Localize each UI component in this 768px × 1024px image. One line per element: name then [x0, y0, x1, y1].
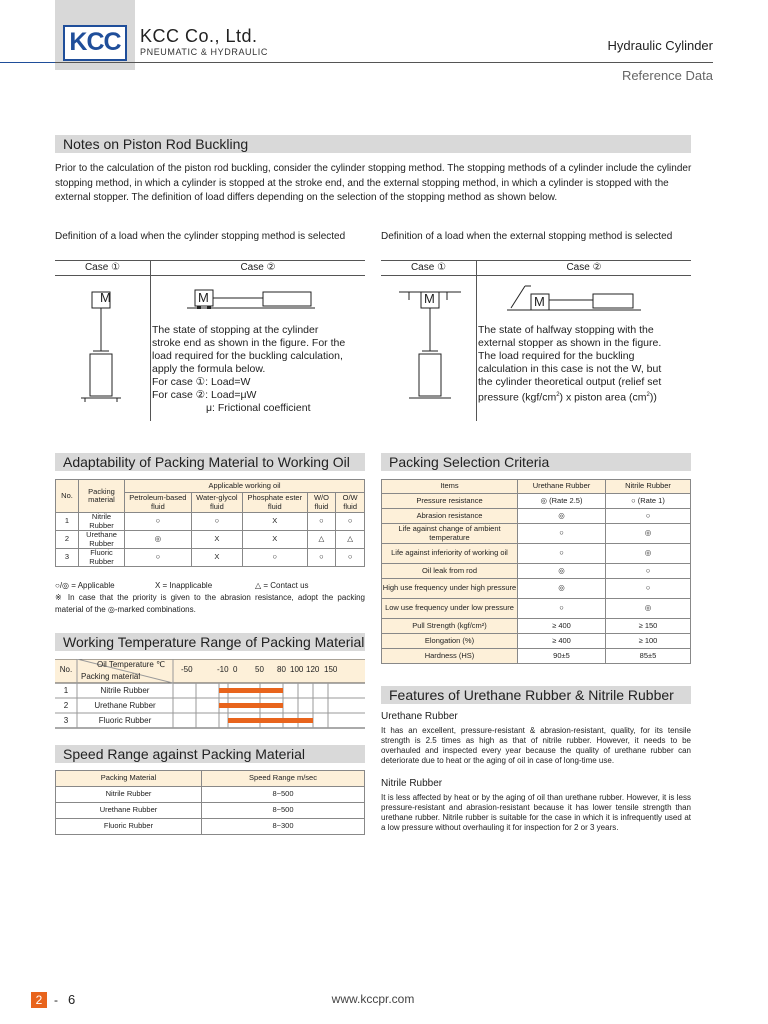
- cell: Pressure resistance: [382, 494, 518, 509]
- cell: ○ (Rate 1): [606, 494, 691, 509]
- cell: Oil leak from rod: [382, 564, 518, 579]
- chapter-badge: 2: [31, 992, 47, 1008]
- adapt-table: [55, 479, 365, 567]
- oil-header: Water-glycol fluid: [191, 493, 242, 513]
- cell: ≥ 400: [518, 619, 606, 634]
- cylinder-stop-diagram: [55, 260, 365, 421]
- tick-label: 80: [277, 665, 286, 674]
- cell: 3: [63, 716, 69, 725]
- tick-label: 100: [290, 665, 304, 674]
- nitrile-title: Nitrile Rubber: [381, 778, 443, 789]
- temp-table: [55, 659, 365, 729]
- features-heading: Features of Urethane Rubber & Nitrile Rubber: [381, 686, 691, 704]
- tick-label: 150: [324, 665, 338, 674]
- col-temp: Oil Temperature ℃: [97, 660, 165, 669]
- page-title: Hydraulic Cylinder: [607, 38, 713, 53]
- cell: Pull Strength (kgf/cm²): [382, 619, 518, 634]
- cell: ○: [606, 564, 691, 579]
- table-row: [56, 549, 365, 567]
- criteria-table: [381, 479, 691, 664]
- desc-fragment: pressure (kgf/cm: [478, 391, 557, 404]
- cell: Hardness (HS): [382, 649, 518, 664]
- col-urethane: Urethane Rubber: [518, 480, 606, 494]
- table-row: [56, 803, 365, 819]
- cell: Fluoric Rubber: [98, 716, 152, 725]
- cell: ≥ 100: [606, 634, 691, 649]
- legend-inapplicable: X = Inapplicable: [155, 581, 213, 590]
- cell: ○: [336, 549, 365, 567]
- cell: ○: [336, 513, 365, 531]
- cell: 85±5: [606, 649, 691, 664]
- col-nitrile: Nitrile Rubber: [606, 480, 691, 494]
- table-row: [382, 634, 691, 649]
- cell: 2: [56, 531, 79, 549]
- speed-table: [55, 770, 365, 835]
- tick-label: -10: [217, 665, 229, 674]
- col-no: No.: [59, 665, 73, 674]
- cell: Fluoric Rubber: [79, 549, 125, 567]
- cell: Urethane Rubber: [79, 531, 125, 549]
- cell: ○: [307, 513, 336, 531]
- cell: ◎: [606, 524, 691, 544]
- temp-bar: [219, 688, 283, 693]
- header-divider-accent: [0, 62, 55, 63]
- cell: Nitrile Rubber: [79, 513, 125, 531]
- col-packing: Packing material: [79, 480, 125, 513]
- cell: Nitrile Rubber: [100, 686, 150, 695]
- desc-line: calculation in this case is not the W, but: [478, 363, 662, 375]
- mass-label-3: M: [424, 291, 435, 306]
- cell: ○: [191, 513, 242, 531]
- superscript: 2: [556, 392, 560, 398]
- table-row: [56, 787, 365, 803]
- cell: 1: [63, 686, 69, 695]
- cell: X: [191, 531, 242, 549]
- tick-label: -50: [181, 665, 193, 674]
- oil-header: Petroleum-based fluid: [125, 493, 192, 513]
- logo: [55, 0, 135, 70]
- table-row: [382, 509, 691, 524]
- cell: Urethane Rubber: [56, 803, 202, 819]
- cell: X: [191, 549, 242, 567]
- legend-applicable: ○/◎ = Applicable: [55, 581, 115, 590]
- table-row: [382, 544, 691, 564]
- table-row: [382, 579, 691, 599]
- cell: ◎ (Rate 2.5): [518, 494, 606, 509]
- desc-line: μ: Frictional coefficient: [206, 402, 311, 414]
- adapt-legend: [55, 581, 365, 590]
- desc-line: external stopper as shown in the figure.: [478, 337, 662, 349]
- external-stop-diagram: [381, 260, 691, 421]
- cell: 8~300: [202, 819, 365, 835]
- right-caption: Definition of a load when the external stopping method is selected: [381, 231, 673, 242]
- table-row: [56, 513, 365, 531]
- cell: ◎: [606, 544, 691, 564]
- cell: ○: [606, 509, 691, 524]
- urethane-text: It has an excellent, pressure-resistant & abrasion-resistant, quality, for its tensile strength is 2.5 times as high as that of nitrile rubber. However, it needs to be overhauled and inspected every year because the quality of urethane rubber can deteriorate due to heat or the aging of oil in case of long-time use.: [381, 726, 691, 765]
- cell: ◎: [606, 599, 691, 619]
- legend-contact: △ = Contact us: [255, 581, 309, 590]
- mass-label-2: M: [198, 290, 209, 305]
- cell: ○: [518, 544, 606, 564]
- superscript: 2: [646, 392, 650, 398]
- table-row: [382, 599, 691, 619]
- cell: ◎: [518, 564, 606, 579]
- cell: 8~500: [202, 787, 365, 803]
- desc-line: stroke end as shown in the figure. For the: [152, 337, 346, 349]
- cell: Nitrile Rubber: [56, 787, 202, 803]
- left-description: [152, 324, 365, 415]
- logo-mark: KCC: [63, 25, 127, 61]
- temp-bar: [228, 718, 313, 723]
- desc-line: The state of halfway stopping with the: [478, 324, 654, 336]
- page-subtitle: Reference Data: [621, 68, 713, 83]
- cell: ◎: [125, 531, 192, 549]
- cell: Low use frequency under low pressure: [382, 599, 518, 619]
- tick-label: 120: [306, 665, 320, 674]
- cell: Life against change of ambient temperature: [382, 524, 518, 544]
- adapt-note: ※ In case that the priority is given to the abrasion resistance, adopt the packing material of the ◎-marked combinations.: [55, 593, 365, 614]
- col-items: Items: [382, 480, 518, 494]
- oil-header: Phosphate ester fluid: [243, 493, 308, 513]
- cell: ○: [518, 524, 606, 544]
- desc-line: For case ①: Load=W: [152, 376, 251, 388]
- header-divider: [0, 62, 713, 63]
- mass-label-4: M: [534, 294, 545, 309]
- cell: ○: [606, 579, 691, 599]
- cell: ◎: [518, 509, 606, 524]
- col-no: No.: [56, 480, 79, 513]
- table-row: [382, 494, 691, 509]
- footer-url[interactable]: www.kccpr.com: [331, 992, 415, 1006]
- desc-line: load required for the buckling calculation,: [152, 350, 343, 362]
- urethane-title: Urethane Rubber: [381, 711, 458, 722]
- footer-dash: -: [54, 993, 58, 1007]
- cell: ○: [125, 549, 192, 567]
- desc-line: apply the formula below.: [152, 363, 266, 375]
- desc-line: [478, 389, 691, 405]
- table-row: [382, 564, 691, 579]
- table-row: [56, 531, 365, 549]
- cell: ○: [307, 549, 336, 567]
- cell: ◎: [518, 579, 606, 599]
- case1-label: Case ①: [84, 262, 121, 273]
- cell: ○: [518, 599, 606, 619]
- col-material: Packing Material: [56, 771, 202, 787]
- cell: 90±5: [518, 649, 606, 664]
- cell: Abrasion resistance: [382, 509, 518, 524]
- cell: ○: [243, 549, 308, 567]
- criteria-heading: Packing Selection Criteria: [381, 453, 691, 471]
- cell: Fluoric Rubber: [56, 819, 202, 835]
- cell: 1: [56, 513, 79, 531]
- cell: Urethane Rubber: [94, 701, 156, 710]
- cell: ≥ 150: [606, 619, 691, 634]
- desc-line: For case ②: Load=μW: [152, 389, 257, 401]
- cell: △: [336, 531, 365, 549]
- nitrile-text: It is less affected by heat or by the aging of oil than urethane rubber. However, it is less pressure-resistant and abrasion-resistant because it has lower tensile strength than urethane rubber. Nitrile rubber is suitable for the case in which it is infrequently used at a low pressure without overhauling it for inspection for 2 or 3 years.: [381, 793, 691, 832]
- speed-heading: Speed Range against Packing Material: [55, 745, 365, 763]
- case2-label: Case ②: [566, 262, 602, 273]
- mass-label-1: M: [100, 290, 111, 305]
- horizontal-cylinder-figure: [151, 276, 365, 326]
- tick-label: 50: [255, 665, 264, 674]
- page-number: 6: [68, 992, 76, 1007]
- temp-heading: Working Temperature Range of Packing Material: [55, 633, 365, 651]
- col-speed: Speed Range m/sec: [202, 771, 365, 787]
- tick-label: 0: [233, 665, 238, 674]
- col-material: Packing material: [81, 672, 141, 681]
- cell: Life against inferiority of working oil: [382, 544, 518, 564]
- notes-heading: Notes on Piston Rod Buckling: [55, 135, 691, 153]
- table-row: [382, 649, 691, 664]
- right-description: [478, 324, 691, 405]
- cell: 3: [56, 549, 79, 567]
- cell: High use frequency under high pressure: [382, 579, 518, 599]
- cell: X: [243, 531, 308, 549]
- adapt-heading: Adaptability of Packing Material to Working Oil: [55, 453, 365, 471]
- cell: 8~500: [202, 803, 365, 819]
- cell: ○: [125, 513, 192, 531]
- company-subtitle: PNEUMATIC & HYDRAULIC: [140, 47, 268, 57]
- case1-label: Case ①: [410, 262, 447, 273]
- col-applicable: Applicable working oil: [125, 480, 365, 493]
- oil-header: O/W fluid: [336, 493, 365, 513]
- cell: X: [243, 513, 308, 531]
- cell: ≥ 400: [518, 634, 606, 649]
- table-row: [382, 619, 691, 634]
- cell: Elongation (%): [382, 634, 518, 649]
- desc-line: The load required for the buckling: [478, 350, 635, 362]
- table-row: [382, 524, 691, 544]
- case2-label: Case ②: [240, 262, 276, 273]
- oil-header: W/O fluid: [307, 493, 336, 513]
- notes-intro: Prior to the calculation of the piston rod buckling, consider the cylinder stopping method. The stopping methods of a cylinder include the cylinder stopping method, in which a cylinder is stopped at the stroke end, and the external stopping method, in which a cylinder is stopped with the external stopper. The definition of load differs depending on the selection of the stopping method as shown below.: [55, 163, 692, 203]
- desc-fragment: )): [649, 391, 657, 404]
- horizontal-stopper-figure: [477, 276, 691, 326]
- table-row: [56, 819, 365, 835]
- cell: 2: [63, 701, 69, 710]
- desc-line: the cylinder theoretical output (relief set: [478, 376, 662, 388]
- desc-line: The state of stopping at the cylinder: [152, 324, 319, 336]
- desc-fragment: ) x piston area (cm: [559, 391, 647, 404]
- cell: △: [307, 531, 336, 549]
- temp-bar: [219, 703, 283, 708]
- company-name: KCC Co., Ltd.: [140, 26, 258, 46]
- left-caption: Definition of a load when the cylinder stopping method is selected: [55, 231, 346, 242]
